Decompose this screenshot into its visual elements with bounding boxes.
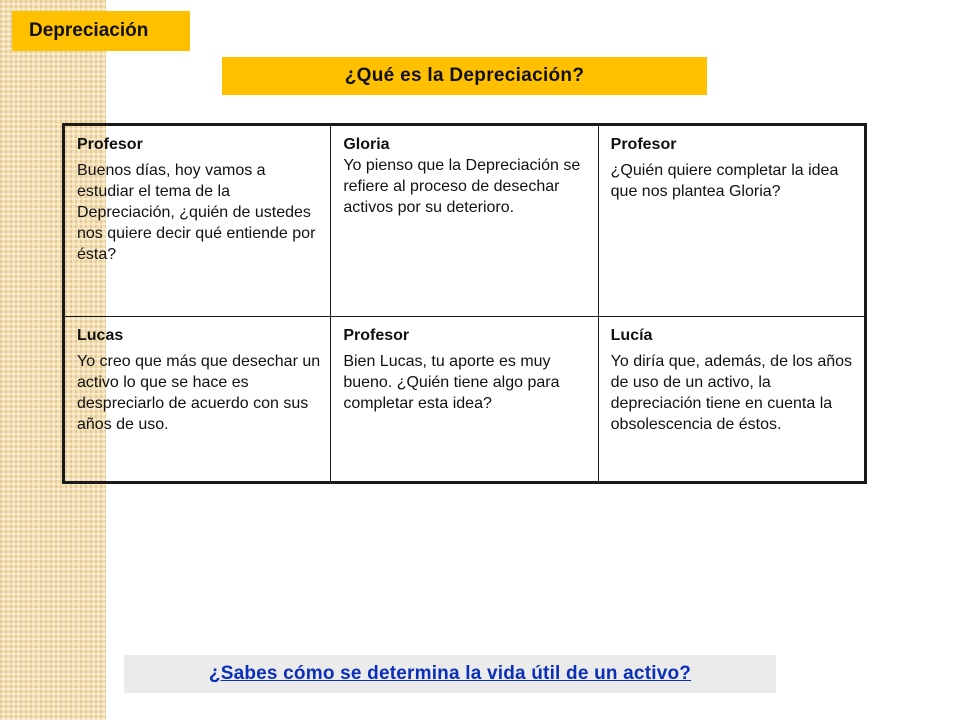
topic-tag-label: Depreciación (29, 20, 149, 41)
speaker-name: Gloria (343, 136, 390, 153)
table-cell (64, 125, 331, 317)
speaker-name: Profesor (77, 136, 143, 153)
slide-heading-text: ¿Qué es la Depreciación? (344, 65, 585, 86)
speaker-name: Profesor (610, 136, 677, 153)
table-cell (331, 317, 598, 483)
speaker-message: Yo diría que, además, de los años de uso de un activo, la depreciación tiene en cuenta la obsolescencia de éstos. (610, 353, 853, 433)
speaker-message: Bien Lucas, tu aporte es muy bueno. ¿Quién tiene algo para completar esta idea? (343, 353, 560, 412)
slide-heading (222, 57, 707, 95)
useful-life-link[interactable]: ¿Sabes cómo se determina la vida útil de un activo? (208, 663, 692, 684)
table-cell (598, 317, 865, 483)
table-row (64, 317, 866, 483)
table-cell (64, 317, 331, 483)
speaker-message: ¿Quién quiere completar la idea que nos plantea Gloria? (610, 162, 839, 200)
speaker-name: Profesor (343, 327, 410, 344)
speaker-message: Buenos días, hoy vamos a estudiar el tema de la Depreciación, ¿quién de ustedes nos quiere decir qué entiende por ésta? (77, 162, 316, 263)
table-row (64, 125, 866, 317)
dialogue-table (62, 123, 867, 484)
topic-tag (12, 11, 190, 51)
question-bar (124, 655, 776, 693)
table-cell (331, 125, 598, 317)
speaker-message: Yo pienso que la Depreciación se refiere al proceso de desechar activos por su deterioro. (343, 157, 581, 216)
speaker-name: Lucas (77, 327, 124, 344)
table-cell (598, 125, 865, 317)
speaker-name: Lucía (610, 327, 653, 344)
speaker-message: Yo creo que más que desechar un activo lo que se hace es despreciarlo de acuerdo con sus años de uso. (77, 353, 321, 433)
